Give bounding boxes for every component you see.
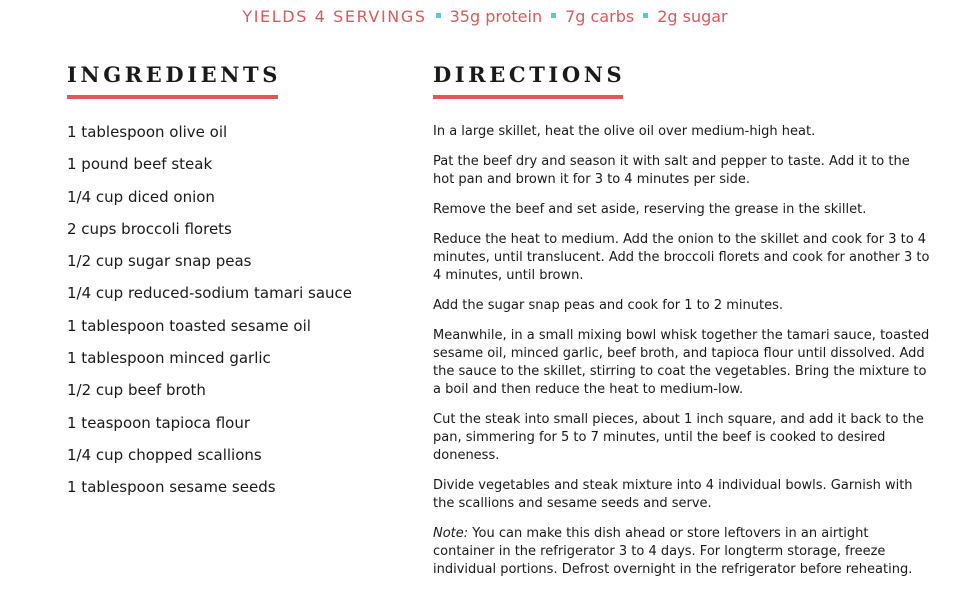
ingredient-item: 1/4 cup reduced-sodium tamari sauce [67, 284, 352, 303]
direction-step: Cut the steak into small pieces, about 1 inch square, and add it back to the pan, simmering for 5 to 7 minutes, until the beef is cooked to desired doneness. [433, 412, 924, 463]
ingredient-item: 1 teaspoon tapioca flour [67, 413, 251, 432]
yield-summary [0, 7, 970, 26]
servings-text: YIELDS 4 SERVINGS [242, 7, 427, 26]
storage-note [433, 525, 933, 579]
directions-heading-underline [433, 95, 623, 99]
direction-step: Divide vegetables and steak mixture into 4 individual bowls. Garnish with the scallions and sesame seeds and serve. [433, 478, 913, 511]
ingredient-item: 2 cups broccoli florets [67, 219, 232, 238]
separator-square-icon [436, 13, 441, 18]
ingredients-heading: INGREDIENTS [67, 62, 282, 87]
direction-step: Remove the beef and set aside, reserving the grease in the skillet. [433, 202, 867, 217]
ingredient-item: 1 pound beef steak [67, 155, 213, 174]
direction-step: Reduce the heat to medium. Add the onion to the skillet and cook for 3 to 4 minutes, until translucent. Add the broccoli florets and cook for another 3 to 4 minutes, until brown. [433, 232, 930, 283]
ingredient-item: 1/4 cup diced onion [67, 187, 215, 206]
ingredient-item: 1/2 cup sugar snap peas [67, 252, 252, 271]
note-label: Note: [433, 526, 469, 541]
sugar-text: 2g sugar [657, 7, 728, 26]
direction-step: Pat the beef dry and season it with salt and pepper to taste. Add it to the hot pan and brown it for 3 to 4 minutes per side. [433, 154, 910, 187]
ingredients-list [67, 122, 397, 510]
note-text: You can make this dish ahead or store leftovers in an airtight container in the refrigerator 3 to 4 days. For longterm storage, freeze individual portions. Defrost overnight in the refrigerator before reheating. [433, 526, 913, 577]
separator-square-icon [643, 13, 648, 18]
directions-heading: DIRECTIONS [433, 62, 626, 87]
direction-step: Add the sugar snap peas and cook for 1 to 2 minutes. [433, 298, 784, 313]
direction-step: Meanwhile, in a small mixing bowl whisk together the tamari sauce, toasted sesame oil, minced garlic, beef broth, and tapioca flour until dissolved. Add the sauce to the skillet, stirring to coat the vegetables. Bring the mixture to a boil and then reduce the heat to medium-low. [433, 328, 930, 397]
ingredient-item: 1 tablespoon minced garlic [67, 349, 271, 368]
ingredient-item: 1 tablespoon toasted sesame oil [67, 316, 311, 335]
protein-text: 35g protein [449, 7, 543, 26]
direction-step: In a large skillet, heat the olive oil over medium-high heat. [433, 124, 816, 139]
directions-list [433, 123, 933, 591]
carbs-text: 7g carbs [565, 7, 635, 26]
ingredient-item: 1 tablespoon olive oil [67, 123, 228, 141]
ingredient-item: 1/2 cup beef broth [67, 381, 206, 400]
ingredients-heading-underline [67, 95, 278, 99]
separator-square-icon [551, 13, 556, 18]
ingredient-item: 1/4 cup chopped scallions [67, 445, 262, 464]
ingredient-item: 1 tablespoon sesame seeds [67, 478, 276, 497]
